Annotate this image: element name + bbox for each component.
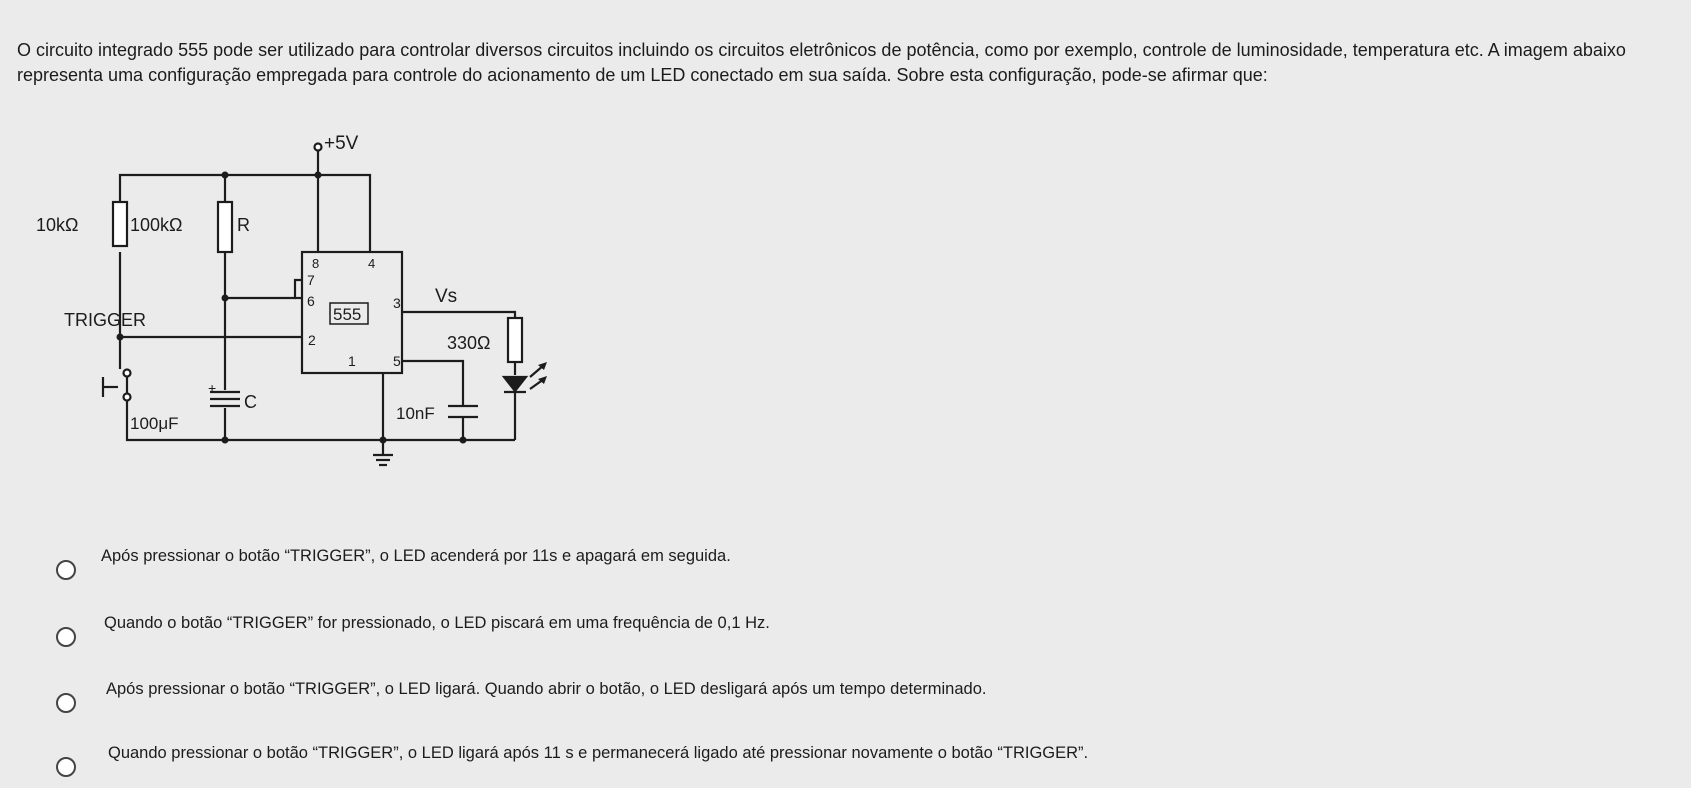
pin-4-label: 4	[368, 256, 376, 271]
pin-2-label: 2	[308, 332, 316, 348]
option-b-text: Quando o botão “TRIGGER” for pressionado, o LED piscará em uma frequência de 0,1 Hz.	[104, 613, 770, 632]
junction-dots	[117, 172, 467, 444]
circuit-diagram	[30, 125, 600, 505]
supply-label: +5V	[324, 133, 359, 154]
pin-8-label: 8	[312, 256, 320, 271]
option-b-radio[interactable]	[56, 627, 76, 647]
option-c-text: Após pressionar o botão “TRIGGER”, o LED ligará. Quando abrir o botão, o LED desligará após um tempo determinado.	[106, 679, 987, 698]
resistor-r-label: R	[237, 215, 250, 235]
pin-5-label: 5	[393, 353, 401, 369]
pin-7-label: 7	[307, 272, 315, 288]
resistor-10k-label: 10kΩ	[36, 215, 79, 235]
pin-3-label: 3	[393, 295, 401, 311]
question-text: O circuito integrado 555 pode ser utilizado para controlar diversos circuitos incluindo os circuitos eletrônicos de potência, como por exemplo, controle de luminosidade, temperatura etc. A imagem abaixo representa uma configuração empregada para controle do acionamento de um LED conectado em sua saída. Sobre esta configuração, pode-se afirmar que:	[17, 40, 1626, 85]
option-a-text: Após pressionar o botão “TRIGGER”, o LED acenderá por 11s e apagará em seguida.	[101, 546, 731, 565]
option-b[interactable]	[56, 613, 770, 652]
resistor-330-label: 330Ω	[447, 333, 491, 353]
ic-label: 555	[333, 305, 362, 324]
trigger-label: TRIGGER	[64, 310, 147, 330]
option-a-radio[interactable]	[56, 560, 76, 580]
option-a[interactable]	[56, 546, 731, 585]
option-d-radio[interactable]	[56, 757, 76, 777]
pin-6-label: 6	[307, 293, 315, 309]
capacitor-100uf-label: 100μF	[130, 414, 179, 433]
option-d[interactable]	[56, 743, 1089, 782]
option-d-text: Quando pressionar o botão “TRIGGER”, o LED ligará após 11 s e permanecerá ligado até pressionar novamente o botão “TRIGGER”.	[108, 743, 1089, 762]
option-c[interactable]	[56, 679, 987, 718]
capacitor-10nf-label: 10nF	[396, 404, 435, 423]
led-arrow-heads	[538, 362, 547, 384]
output-label: Vs	[435, 286, 458, 307]
capacitor-plus-label: +	[208, 380, 217, 396]
pin-1-label: 1	[348, 353, 356, 369]
option-c-radio[interactable]	[56, 693, 76, 713]
capacitor-c-label: C	[244, 392, 257, 412]
resistor-100k-label: 100kΩ	[130, 215, 183, 235]
